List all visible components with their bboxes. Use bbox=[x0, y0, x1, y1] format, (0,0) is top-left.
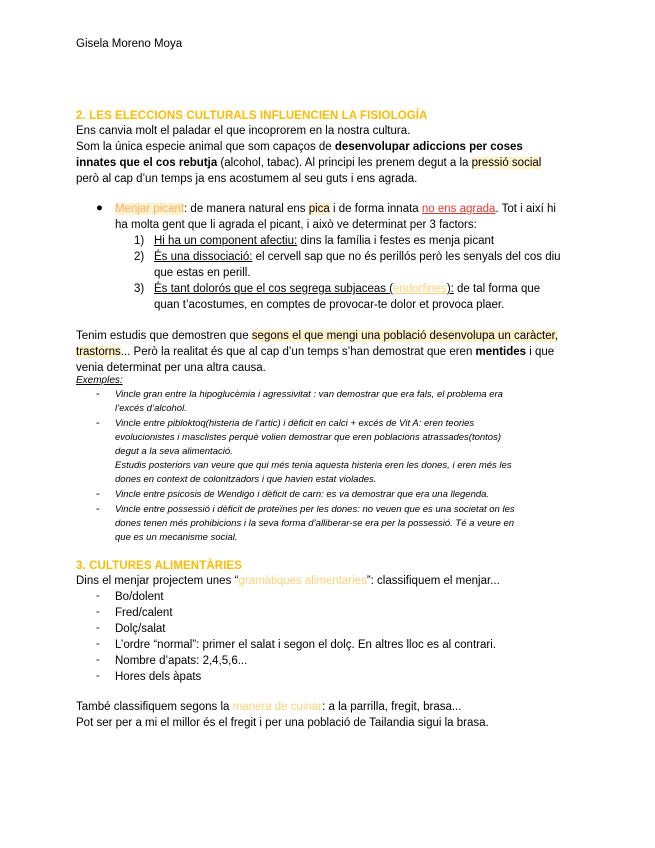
example-line: degut a la seva alimentació. bbox=[115, 446, 233, 457]
paragraph-line bbox=[76, 699, 461, 715]
colored-text: endorfines bbox=[393, 283, 447, 295]
example-line: Vincle gran entre la hipoglucèmia i agressivitat : van demostrar que era fals, el problema era bbox=[115, 389, 503, 400]
dash-marker: - bbox=[96, 590, 100, 602]
paragraph-line bbox=[76, 328, 558, 344]
highlighted-text: segons el que mengi una població desenvolupa un caràcter, bbox=[251, 330, 559, 342]
example-line: dones en context de colonitzadors i que havien estat violades. bbox=[115, 474, 377, 485]
colored-text: gramàtiques alimentaries bbox=[238, 575, 367, 587]
underlined-text: ): bbox=[446, 283, 454, 295]
text-span: ”: classifiquem el menjar... bbox=[366, 575, 500, 587]
numbered-item bbox=[154, 233, 494, 249]
numbered-item-line: quan t’acostumes, en comptes de provocar-te dolor et provoca plaer. bbox=[154, 299, 505, 311]
bold-text: mentides bbox=[475, 346, 527, 358]
list-item: L’ordre “normal”: primer el salat i segon el dolç. En altres lloc es al contrari. bbox=[115, 639, 496, 651]
list-item: Fred/calent bbox=[115, 607, 173, 619]
underlined-text: És tant dolorós que el cos segrega subjaceas ( bbox=[154, 283, 394, 295]
dash-marker: - bbox=[96, 417, 100, 429]
highlighted-text: pressió social bbox=[471, 157, 542, 169]
dash-marker: - bbox=[96, 670, 100, 682]
bold-text: desenvolupar adiccions per coses bbox=[334, 141, 523, 153]
paragraph-line bbox=[76, 155, 541, 171]
text-span: També classifiquem segons la bbox=[76, 701, 233, 713]
underlined-text: Hi ha un component afectiu: bbox=[154, 235, 298, 247]
list-item: Dolç/salat bbox=[115, 623, 166, 635]
dash-marker: - bbox=[96, 388, 100, 400]
bullet-line: ha molta gent que li agrada el picant, i això ve determinat per 3 factors: bbox=[115, 219, 477, 231]
text-span: Dins el menjar projectem unes “ bbox=[76, 575, 239, 587]
text-span: i de forma innata bbox=[329, 203, 422, 215]
paragraph-line bbox=[76, 573, 500, 589]
numbered-index: 1) bbox=[134, 235, 145, 247]
underlined-text: És una dissociació: bbox=[154, 251, 253, 263]
dash-marker: - bbox=[96, 606, 100, 618]
bullet-line bbox=[115, 201, 556, 217]
section-3-heading: 3. CULTURES ALIMENTÀRIES bbox=[76, 560, 242, 572]
bullet-dot: ● bbox=[96, 202, 103, 214]
example-line: Vincle entre psicosis de Wendigo i dèficit de carn: es va demostrar que era una llegenda. bbox=[115, 489, 490, 500]
example-line: l’excés d’alcohol. bbox=[115, 403, 187, 414]
examples-label: Exemples: bbox=[76, 375, 123, 386]
example-line: que es un mecanisme social. bbox=[115, 532, 238, 543]
example-line: Vincle entre pibloktoq(histeria de l’artic) i dèficit en calci + excés de Vit A: eren teories bbox=[115, 418, 475, 429]
section-2-heading: 2. LES ELECCIONS CULTURALS INFLUENCIEN LA FISIOLOGÍA bbox=[76, 110, 428, 122]
dash-marker: - bbox=[96, 622, 100, 634]
highlighted-text: pica bbox=[308, 203, 330, 215]
list-item: Bo/dolent bbox=[115, 591, 164, 603]
paragraph-line: venia determinat per una altra causa. bbox=[76, 362, 266, 374]
numbered-index: 2) bbox=[134, 251, 145, 263]
numbered-item bbox=[154, 249, 561, 265]
red-text: no ens agrada bbox=[421, 203, 496, 215]
example-line: Estudis posteriors van veure que qui més tenia aquesta histeria eren les dones, i eren més les bbox=[115, 460, 512, 471]
numbered-item bbox=[154, 281, 540, 297]
highlighted-text: trastorns bbox=[76, 346, 121, 358]
text-span: i que bbox=[526, 346, 555, 358]
dash-marker: - bbox=[96, 488, 100, 500]
text-span: dins la família i festes es menja picant bbox=[297, 235, 495, 247]
dash-marker: - bbox=[96, 638, 100, 650]
text-span: ... Però la realitat és que al cap d’un temps s’han demostrat que eren bbox=[120, 346, 476, 358]
list-item: Hores dels àpats bbox=[115, 671, 202, 683]
dash-marker: - bbox=[96, 654, 100, 666]
text-span: . Tot i així hi bbox=[495, 203, 556, 215]
numbered-item-line: que estas en perill. bbox=[154, 267, 251, 279]
paragraph-line: però al cap d’un temps ja ens acostumem al seu guts i ens agrada. bbox=[76, 173, 418, 185]
numbered-index: 3) bbox=[134, 283, 145, 295]
example-line: dones tenen més prohibicions i la seva forma d’alliberar-se era per la possessió. Té a veure en bbox=[115, 518, 515, 529]
text-span: Som la única especie animal que som capaços de bbox=[76, 141, 335, 153]
text-span: el cervell sap que no és perillós però les senyals del cos diu bbox=[252, 251, 561, 263]
example-line: evolucionistes i masclistes perquè volien demostrar que eren poblacions atrassades(tontos) bbox=[115, 432, 502, 443]
example-line: Vincle entre possessió i dèficit de proteïnes per les dones: no veuen que es una societat on les bbox=[115, 504, 515, 515]
author-name: Gisela Moreno Moya bbox=[76, 38, 183, 50]
list-item: Nombre d’apats: 2,4,5,6... bbox=[115, 655, 248, 667]
bold-text: innates que el cos rebutja bbox=[76, 157, 218, 169]
paragraph-line bbox=[76, 344, 554, 360]
paragraph-line: Ens canvia molt el paladar el que incoprorem en la nostra cultura. bbox=[76, 125, 411, 137]
text-span: (alcohol, tabac). Al principi les prenem degut a la bbox=[217, 157, 472, 169]
text-span: : de manera natural ens bbox=[184, 203, 309, 215]
text-span: de tal forma que bbox=[453, 283, 541, 295]
text-span: : a la parrilla, fregit, brasa... bbox=[322, 701, 462, 713]
dash-marker: - bbox=[96, 503, 100, 515]
paragraph-line: Pot ser per a mi el millor és el fregit i per una població de Tailandia sigui la brasa. bbox=[76, 717, 489, 729]
text-span: Tenim estudis que demostren que bbox=[76, 330, 252, 342]
colored-text: manera de cuinar bbox=[232, 701, 323, 713]
highlighted-text: Menjar picant bbox=[115, 203, 185, 215]
paragraph-line bbox=[76, 139, 523, 155]
